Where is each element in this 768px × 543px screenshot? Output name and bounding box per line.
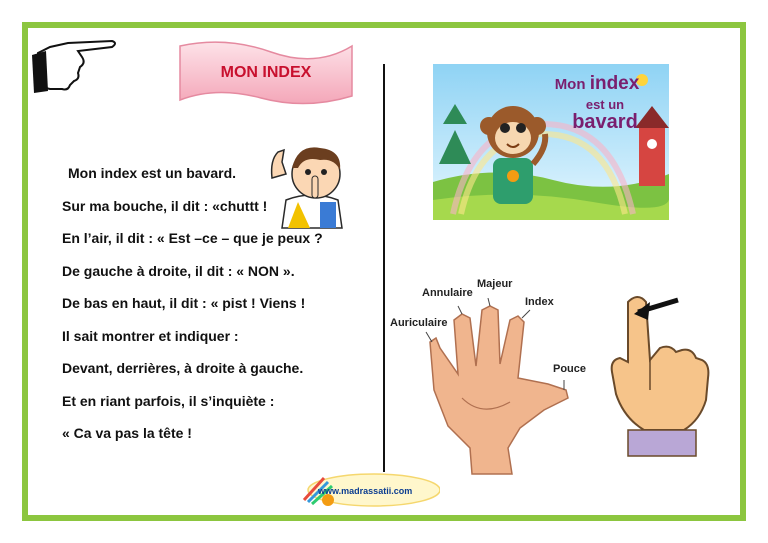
poster-title-word: index	[589, 73, 640, 94]
label-majeur: Majeur	[477, 278, 513, 290]
label-annulaire: Annulaire	[422, 287, 473, 299]
poster-title-word: Mon	[554, 76, 586, 93]
poem-line: De bas en haut, il dit : « pist ! Viens !	[62, 295, 306, 311]
poster-title	[545, 74, 649, 93]
pointing-hand-icon	[28, 33, 120, 95]
poster-title-line: est un	[585, 97, 625, 112]
open-palm-hand-illustration	[418, 298, 587, 480]
poem-line: Et en riant parfois, il s’inquiète :	[62, 392, 275, 409]
label-index: Index	[525, 296, 554, 308]
poem-line: « Ca va pas la tête !	[62, 425, 192, 441]
poem-line: Sur ma bouche, il dit : «chuttt !	[62, 197, 268, 214]
poem-line: Devant, derrières, à droite à gauche.	[62, 360, 304, 376]
column-divider	[383, 64, 385, 472]
label-pouce: Pouce	[553, 363, 587, 375]
index-finger-hand-illustration	[598, 290, 714, 460]
page-title: MON INDEX	[220, 64, 312, 81]
poem-line: En l’air, il dit : « Est –ce – que je peux ?	[62, 230, 323, 246]
poem-line: Il sait montrer et indiquer :	[62, 327, 239, 344]
site-url: www.madrassatii.com	[318, 486, 413, 496]
monkey-poster	[433, 64, 669, 220]
label-auriculaire: Auriculaire	[390, 317, 448, 329]
poem-line: De gauche à droite, il dit : « NON ».	[62, 262, 295, 279]
poster-title-line: bavard	[572, 111, 638, 133]
poem-line: Mon index est un bavard.	[68, 165, 237, 181]
poem	[62, 163, 382, 456]
